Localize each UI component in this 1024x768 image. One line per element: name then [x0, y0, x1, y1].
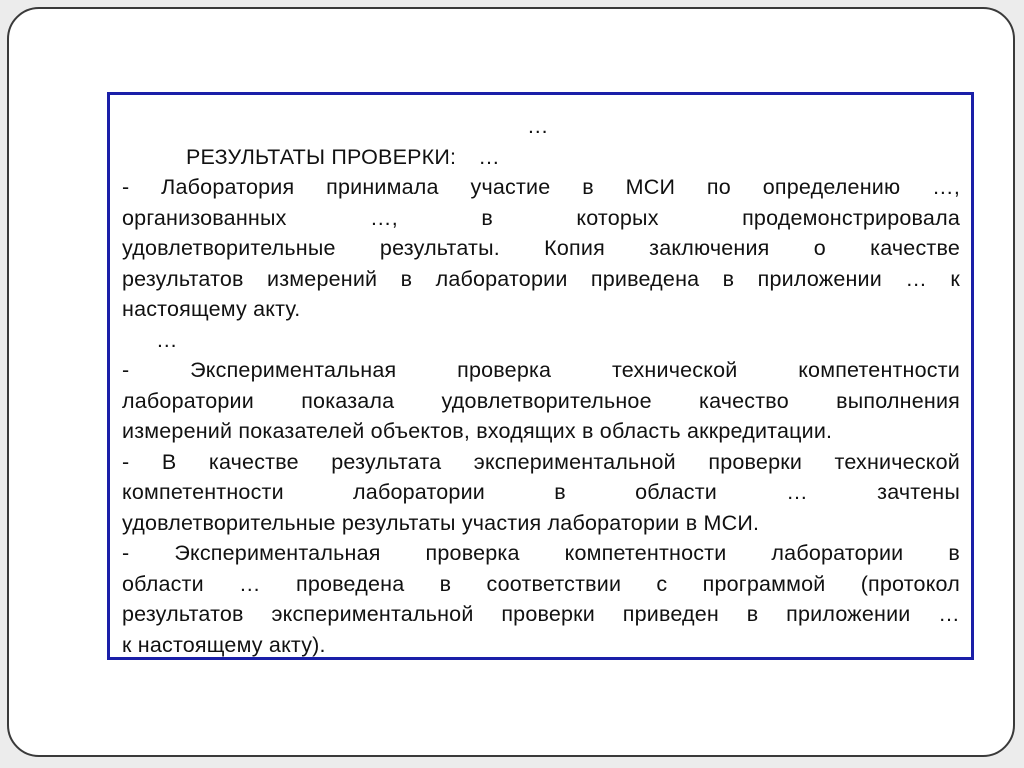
- p2-line-1: - Экспериментальная проверка технической компетентности: [122, 358, 960, 382]
- p4-line-2: области … проведена в соответствии с программой (протокол: [122, 571, 960, 596]
- p4-line-1: - Экспериментальная проверка компетентности лаборатории в: [122, 541, 960, 565]
- p1-line-1: - Лаборатория принимала участие в МСИ по определению …,: [122, 175, 960, 199]
- heading-ellipsis: …: [478, 144, 500, 169]
- ellipsis-top: …: [527, 114, 549, 138]
- p2-line-2: лаборатории показала удовлетворительное качество выполнения: [122, 388, 960, 413]
- heading-text: РЕЗУЛЬТАТЫ ПРОВЕРКИ:: [186, 144, 457, 169]
- p1-line-4: результатов измерений в лаборатории приведена в приложении … к: [122, 266, 960, 291]
- p1-line-5: настоящему акту.: [122, 297, 301, 321]
- results-heading: [122, 142, 960, 173]
- p3-line-2: компетентности лаборатории в области … зачтены: [122, 480, 960, 504]
- p4-line-3: результатов экспериментальной проверки приведен в приложении …: [122, 602, 960, 626]
- p2-line-3: измерений показателей объектов, входящих в область аккредитации.: [122, 419, 833, 443]
- p3-line-3: удовлетворительные результаты участия лаборатории в МСИ.: [122, 510, 760, 535]
- p1-line-2: организованных …, в которых продемонстрировала: [122, 205, 960, 230]
- p1-line-3: удовлетворительные результаты. Копия заключения о качестве: [122, 236, 960, 260]
- ellipsis-mid: …: [156, 327, 178, 352]
- p4-line-4: к настоящему акту).: [122, 632, 326, 657]
- p3-line-1: - В качестве результата экспериментальной проверки технической: [122, 449, 960, 474]
- text-block: [122, 111, 960, 660]
- content-frame: [107, 92, 974, 660]
- slide: [7, 7, 1015, 757]
